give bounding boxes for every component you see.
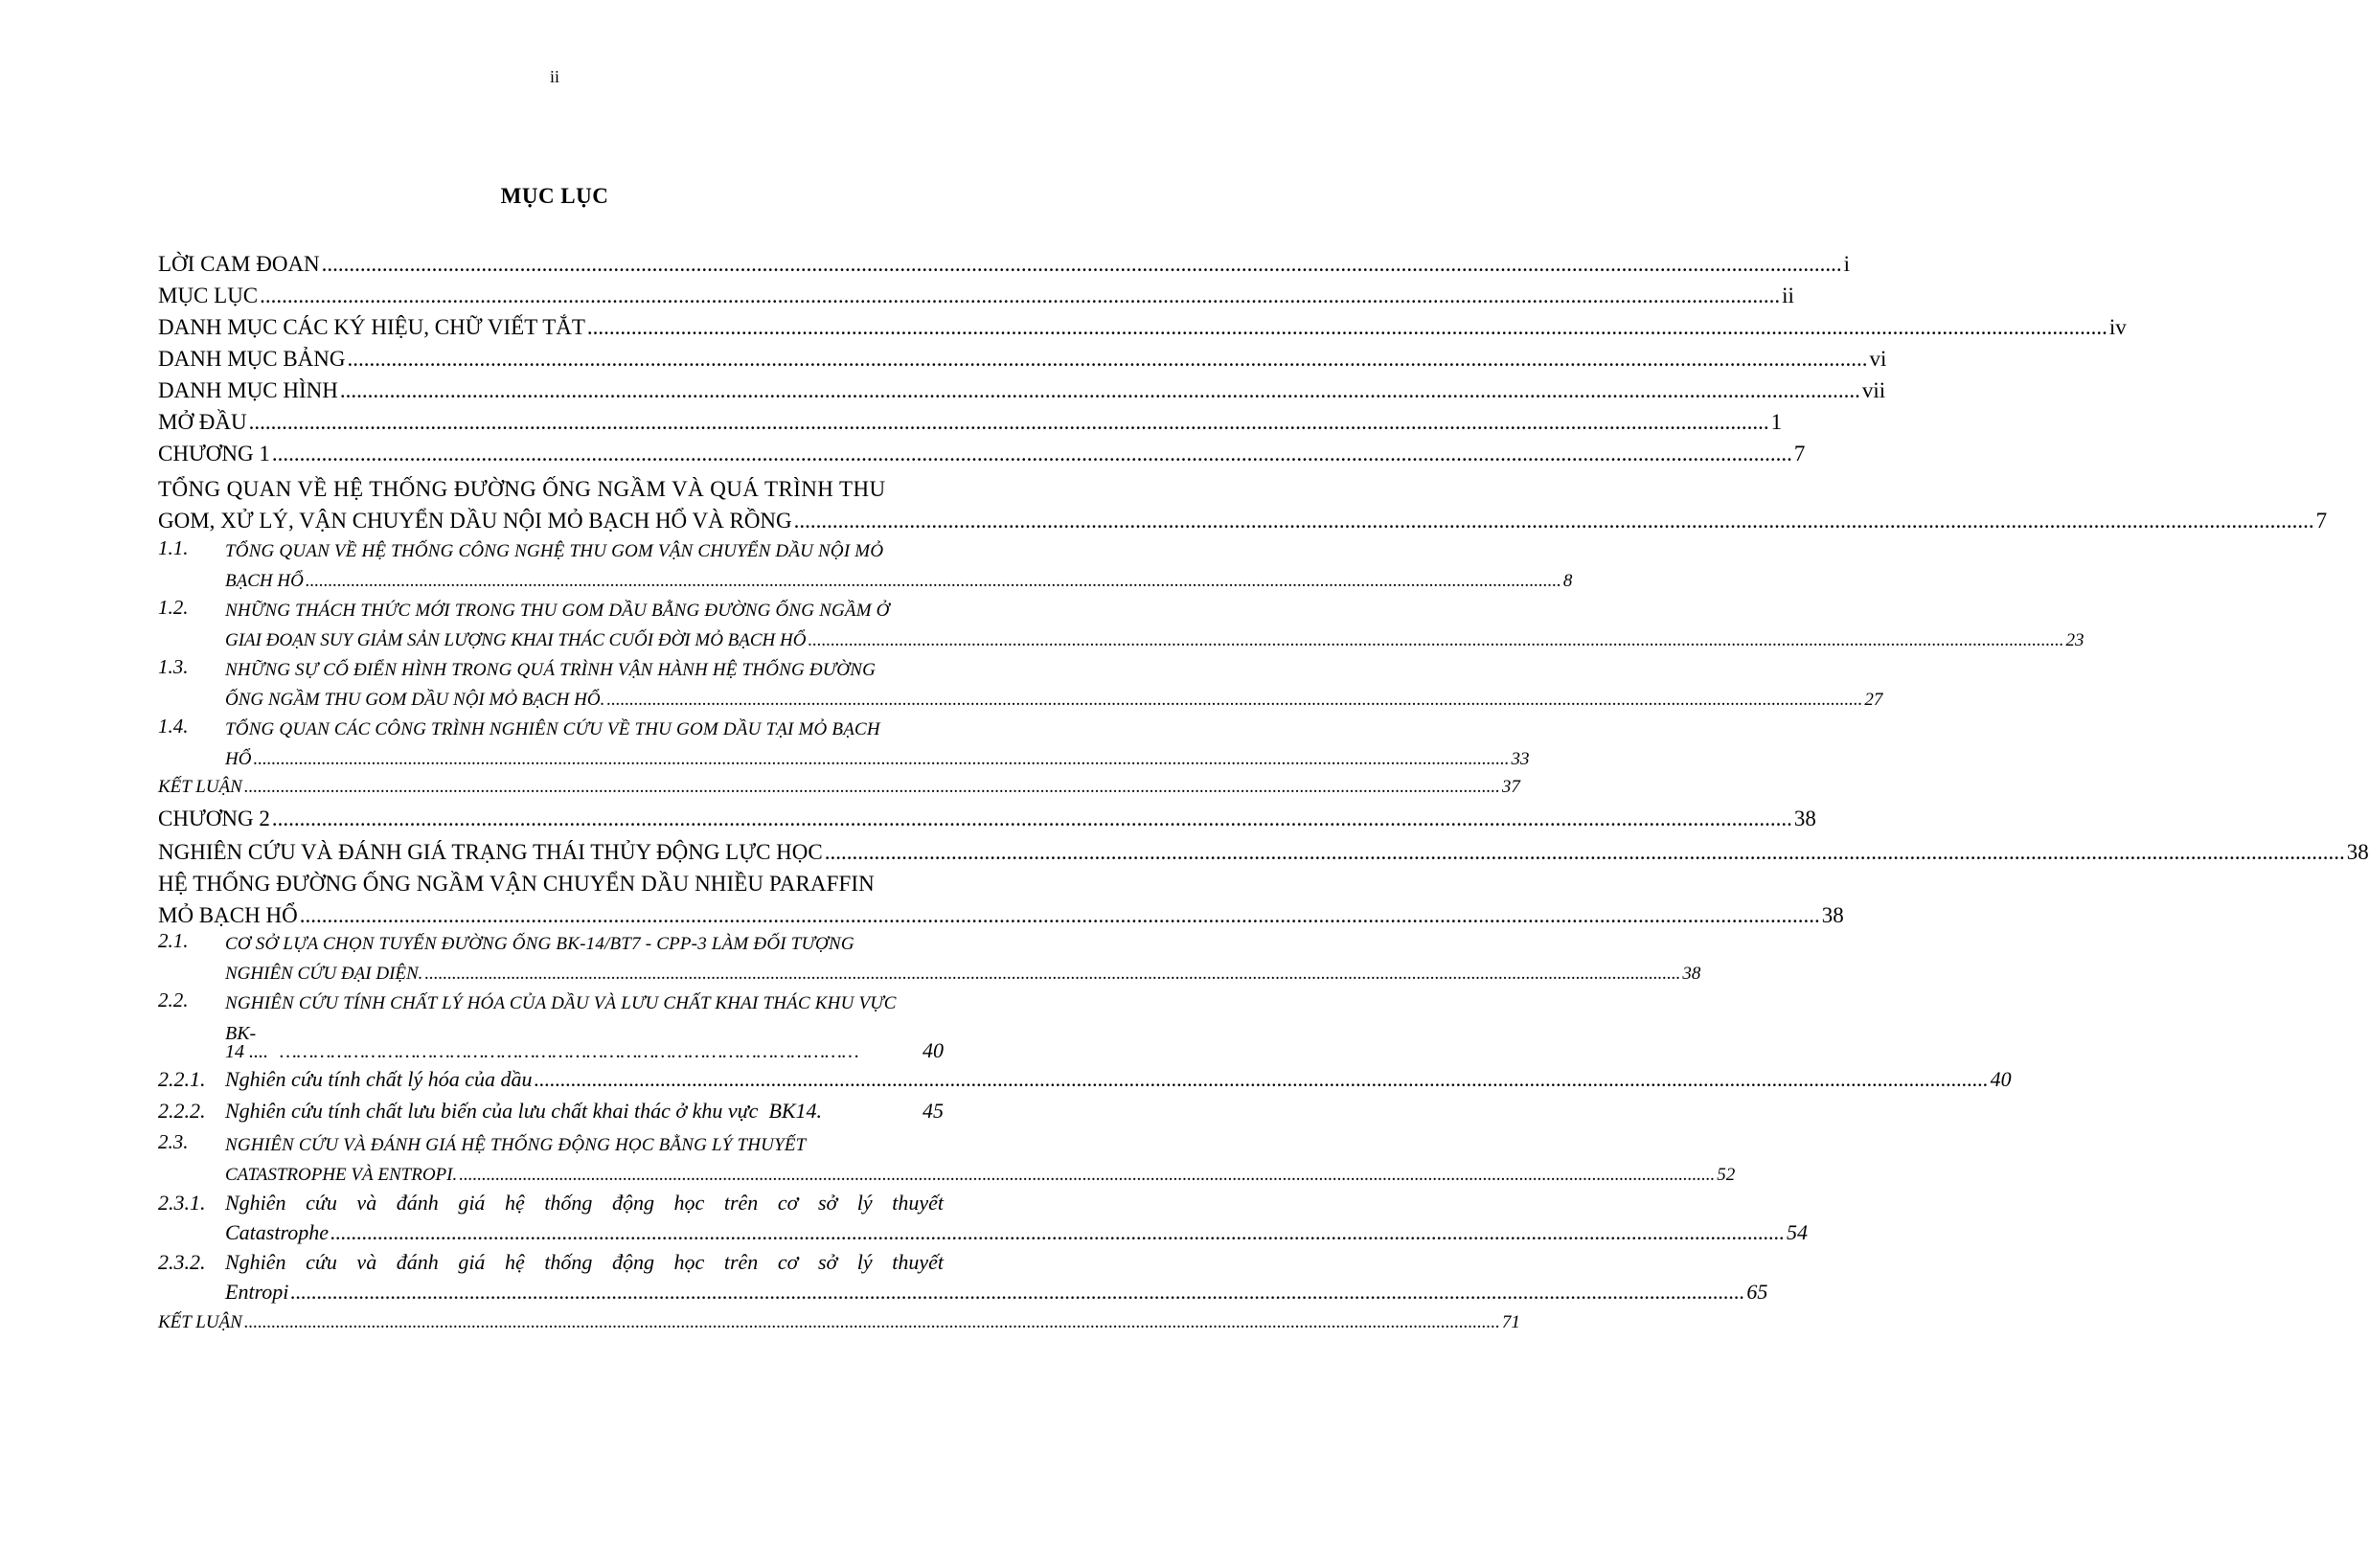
toc-entry-text-line2: MỎ BẠCH HỔ — [158, 903, 298, 927]
toc-entry-text: KẾT LUẬN — [158, 777, 242, 797]
toc-page-number: 52 — [1717, 1165, 1736, 1185]
toc-entry-text: CHƯƠNG 2 — [158, 807, 270, 830]
toc-page-number: 54 — [1786, 1220, 1808, 1244]
toc-leader-dots: .................................................................................................................................................................................................................................................................................... — [248, 410, 1769, 434]
toc-entry-text-line2: Catastrophe — [225, 1220, 329, 1244]
section-number: 2.3.1. — [158, 1191, 206, 1215]
toc-leader-dots: .................................................................................................................................................................................................................................................................................... — [260, 284, 1781, 307]
section-number: 2.3.2. — [158, 1250, 206, 1274]
toc-page-number: i — [1843, 252, 1851, 276]
toc-page-number: ii — [1782, 284, 1794, 307]
section-number: 2.2. — [158, 989, 189, 1011]
toc-entry-text-line2: Entropi — [225, 1280, 289, 1304]
toc-entry-text-line1: NGHIÊN CỨU TÍNH CHẤT LÝ HÓA CỦA DẦU VÀ LƯU CHẤT KHAI THÁC KHU VỰC — [225, 993, 897, 1013]
toc-entry-text-line1: NHỮNG SỰ CỐ ĐIỂN HÌNH TRONG QUÁ TRÌNH VẬN HÀNH HỆ THỐNG ĐƯỜNG — [225, 660, 877, 680]
toc-entry-text: DANH MỤC CÁC KÝ HIỆU, CHỮ VIẾT TẮT — [158, 315, 585, 339]
toc-entry-text-line2: ỐNG NGẦM THU GOM DẦU NỘI MỎ BẠCH HỔ. — [225, 690, 605, 710]
toc-leader-dots: .................................................................................................................................................................................................................................................................................... — [305, 571, 1561, 591]
toc-leader-dots: .................................................................................................................................................................................................................................................................................... — [243, 1312, 1500, 1332]
toc-entry-text-line2: CATASTROPHE VÀ ENTROPI. — [225, 1165, 458, 1185]
toc-entry-chuong-1-title[interactable] — [158, 473, 2328, 536]
toc-page-number: 38 — [1682, 964, 1701, 984]
toc-leader-dots: .................................................................................................................................................................................................................................................................................... — [243, 777, 1500, 797]
toc-entry-text-line1: Nghiên cứu và đánh giá hệ thống động học trên cơ sở lý thuyết — [225, 1250, 944, 1274]
toc-entry-text: Nghiên cứu tính chất lưu biến của lưu chất khai thác ở khu vực BK14. — [225, 1099, 823, 1123]
toc-entry-text-line2: BẠCH HỔ — [225, 571, 304, 591]
toc-page-number: 40 — [923, 1038, 944, 1062]
toc-entry-text-line2: NGHIÊN CỨU ĐẠI DIỆN. — [225, 964, 423, 984]
toc-entry-text: DANH MỤC BẢNG — [158, 347, 346, 371]
toc-page-number: vii — [1861, 378, 1886, 402]
toc-entry-chuong-1[interactable] — [158, 438, 1806, 469]
section-number: 1.2. — [158, 596, 189, 619]
toc-page-number: 38 — [1821, 903, 1844, 927]
toc-leader-dots: .................................................................................................................................................................................................................................................................................... — [339, 378, 1860, 402]
toc-leader-dots: .................................................................................................................................................................................................................................................................................... — [424, 964, 1681, 984]
toc-leader-dots: .................................................................................................................................................................................................................................................................................... — [534, 1067, 1989, 1091]
toc-page-number: 33 — [1511, 749, 1530, 769]
toc-entry-chuong-2-subtitle[interactable] — [158, 868, 1844, 931]
toc-entry-text-line1: NHỮNG THÁCH THỨC MỚI TRONG THU GOM DẦU BẰNG ĐƯỜNG ỐNG NGẦM Ở — [225, 601, 890, 621]
toc-entry-text-line1: Nghiên cứu và đánh giá hệ thống động học trên cơ sở lý thuyết — [225, 1191, 944, 1215]
toc-entry-text-line1: CƠ SỞ LỰA CHỌN TUYẾN ĐƯỜNG ỐNG BK-14/BT7 - CPP-3 LÀM ĐỐI TƯỢNG — [225, 934, 854, 954]
toc-page-number: 38 — [2346, 840, 2369, 864]
toc-page-number: 7 — [2315, 509, 2328, 533]
toc-entry-chuong-2[interactable] — [158, 803, 1816, 834]
toc-page-number: 38 — [1793, 807, 1816, 830]
toc-entry-danh-muc-hinh[interactable] — [158, 375, 1886, 406]
toc-page-number: 45 — [923, 1099, 944, 1123]
toc-leader-dots: .................................................................................................................................................................................................................................................................................... — [459, 1165, 1716, 1185]
toc-page-number: 40 — [1990, 1067, 2012, 1091]
page-title: MỤC LỤC — [500, 184, 609, 208]
toc-entry-text: CHƯƠNG 1 — [158, 442, 270, 466]
toc-page-number: 7 — [1793, 442, 1806, 466]
toc-entry-text: MỞ ĐẦU — [158, 410, 247, 434]
toc-entry-text: KẾT LUẬN — [158, 1312, 242, 1332]
page-number: ii — [549, 67, 559, 86]
toc-leader-dots: .................................................................................................................................................................................................................................................................................... — [299, 903, 1820, 927]
toc-page-number: 1 — [1770, 410, 1783, 434]
toc-entry-text-line1: NGHIÊN CỨU VÀ ĐÁNH GIÁ HỆ THỐNG ĐỘNG HỌC BẰNG LÝ THUYẾT — [225, 1135, 807, 1155]
toc-entry-text-line2: GOM, XỬ LÝ, VẬN CHUYỂN DẦU NỘI MỎ BẠCH HỔ VÀ RỒNG — [158, 509, 792, 533]
toc-leader-dots: .................................................................................................................................................................................................................................................................................... — [321, 252, 1842, 276]
toc-entry-text: MỤC LỤC — [158, 284, 259, 307]
toc-page-number: vi — [1869, 347, 1887, 371]
section-number: 2.2.2. — [158, 1099, 206, 1123]
toc-entry-loi-cam-doan[interactable] — [158, 248, 1851, 280]
toc-entry-text-line1: TỔNG QUAN VỀ HỆ THỐNG CÔNG NGHỆ THU GOM VẬN CHUYỂN DẦU NỘI MỎ — [225, 541, 884, 561]
toc-leader-ellipsis: ………………………………………………………………………………………… — [280, 1041, 859, 1062]
toc-leader-dots: .................................................................................................................................................................................................................................................................................... — [808, 630, 2064, 650]
toc-entry-text: NGHIÊN CỨU VÀ ĐÁNH GIÁ TRẠNG THÁI THỦY ĐỘNG LỰC HỌC — [158, 840, 823, 864]
section-number: 2.1. — [158, 929, 189, 952]
toc-entry-text-line3: 14 .... — [225, 1041, 268, 1062]
toc-entry-ket-luan-1[interactable] — [158, 772, 1520, 802]
toc-entry-text-line2: GIAI ĐOẠN SUY GIẢM SẢN LƯỢNG KHAI THÁC CUỐI ĐỜI MỎ BẠCH HỔ — [225, 630, 807, 650]
toc-leader-dots: .................................................................................................................................................................................................................................................................................... — [606, 690, 1863, 710]
toc-page-number: iv — [2108, 315, 2127, 339]
section-number: 1.4. — [158, 715, 189, 738]
toc-entry-text: LỜI CAM ĐOAN — [158, 252, 320, 276]
toc-leader-dots: .................................................................................................................................................................................................................................................................................... — [586, 315, 2107, 339]
section-number: 1.3. — [158, 655, 189, 678]
toc-entry-ky-hieu[interactable] — [158, 311, 2127, 343]
toc-entry-text: Nghiên cứu tính chất lý hóa của dầu — [225, 1067, 533, 1091]
toc-page-number: 65 — [1746, 1280, 1768, 1304]
toc-entry-text-line1: HỆ THỐNG ĐƯỜNG ỐNG NGẦM VẬN CHUYỂN DẦU NHIỀU PARAFFIN — [158, 872, 875, 896]
toc-entry-text-line1: TỔNG QUAN CÁC CÔNG TRÌNH NGHIÊN CỨU VỀ THU GOM DẦU TẠI MỎ BẠCH — [225, 719, 880, 739]
toc-leader-dots: .................................................................................................................................................................................................................................................................................... — [793, 509, 2314, 533]
toc-entry-text: DANH MỤC HÌNH — [158, 378, 338, 402]
section-number: 2.3. — [158, 1130, 189, 1153]
section-number: 2.2.1. — [158, 1067, 206, 1091]
toc-page-number: 23 — [2065, 630, 2084, 650]
toc-entry-text-line2: HỔ — [225, 749, 252, 769]
toc-entry-mo-dau[interactable] — [158, 406, 1783, 438]
toc-page-number: 71 — [1501, 1312, 1520, 1332]
toc-entry-muc-luc[interactable] — [158, 280, 1794, 311]
toc-leader-dots: .................................................................................................................................................................................................................................................................................... — [330, 1220, 1785, 1244]
toc-entry-danh-muc-bang[interactable] — [158, 343, 1887, 375]
toc-entry-ket-luan-2[interactable] — [158, 1307, 1520, 1337]
section-number: 1.1. — [158, 536, 189, 559]
toc-entry-text-line1: TỔNG QUAN VỀ HỆ THỐNG ĐƯỜNG ỐNG NGẦM VÀ QUÁ TRÌNH THU — [158, 477, 886, 501]
toc-entry-text-line2: BK- — [225, 1023, 257, 1044]
toc-page-number: 37 — [1501, 777, 1520, 797]
toc-leader-dots: .................................................................................................................................................................................................................................................................................... — [271, 807, 1792, 830]
toc-leader-dots: .................................................................................................................................................................................................................................................................................... — [253, 749, 1510, 769]
toc-leader-dots: .................................................................................................................................................................................................................................................................................... — [271, 442, 1792, 466]
toc-entry-chuong-2-title[interactable] — [158, 836, 2369, 868]
toc-leader-dots: .................................................................................................................................................................................................................................................................................... — [290, 1280, 1745, 1304]
toc-page-number: 8 — [1562, 571, 1573, 591]
toc-page-number: 27 — [1864, 690, 1883, 710]
toc-leader-dots: .................................................................................................................................................................................................................................................................................... — [347, 347, 1868, 371]
toc-leader-dots: .................................................................................................................................................................................................................................................................................... — [824, 840, 2345, 864]
